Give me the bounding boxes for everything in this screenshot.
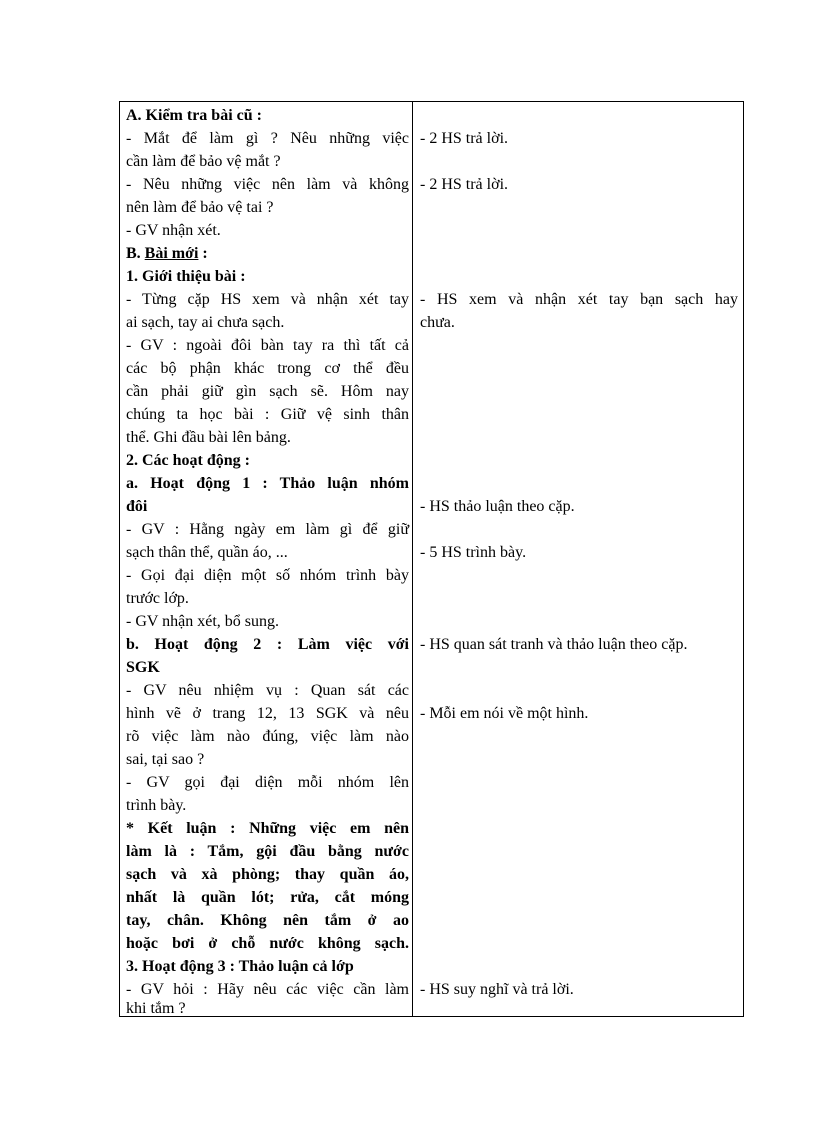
conclusion-line: * Kết luận : Những việc em nên xyxy=(126,820,409,837)
student-response: - 5 HS trình bày. xyxy=(420,544,527,561)
student-response: - 2 HS trả lời. xyxy=(420,176,509,193)
left-line: chúng ta học bài : Giữ vệ sinh thân xyxy=(126,406,409,423)
left-line: - GV gọi đại diện mỗi nhóm lên xyxy=(126,774,409,791)
left-line: cần phải giữ gìn sạch sẽ. Hôm nay xyxy=(126,383,409,400)
left-line: nên làm để bảo vệ tai ? xyxy=(126,199,274,216)
heading-prefix: B. xyxy=(126,245,145,262)
left-line: các bộ phận khác trong cơ thể đều xyxy=(126,360,409,377)
student-response: - HS xem và nhận xét tay bạn sạch hay xyxy=(420,291,738,308)
heading-hoat-dong-1: a. Hoạt động 1 : Thảo luận nhóm xyxy=(126,475,409,492)
student-response: chưa. xyxy=(420,314,455,331)
heading-hoat-dong-3: 3. Hoạt động 3 : Thảo luận cả lớp xyxy=(126,958,354,975)
left-line: - Nêu những việc nên làm và không xyxy=(126,176,409,193)
left-line: sạch thân thể, quần áo, ... xyxy=(126,544,288,561)
left-line: sai, tại sao ? xyxy=(126,751,205,768)
left-line: - Từng cặp HS xem và nhận xét tay xyxy=(126,291,409,308)
left-line: trình bày. xyxy=(126,797,187,814)
conclusion-line: nhất là quần lót; rửa, cắt móng xyxy=(126,889,409,906)
left-line: - GV nhận xét. xyxy=(126,222,221,239)
left-line: - GV hỏi : Hãy nêu các việc cần làm xyxy=(126,981,409,998)
left-line: thể. Ghi đầu bài lên bảng. xyxy=(126,429,291,446)
left-line: - GV nhận xét, bổ sung. xyxy=(126,613,280,630)
heading-suffix: : xyxy=(198,245,208,262)
left-line: - Gọi đại diện một số nhóm trình bày xyxy=(126,567,409,584)
heading-hoat-dong-1-cont: đôi xyxy=(126,498,148,515)
heading-gioi-thieu: 1. Giới thiệu bài : xyxy=(126,268,246,285)
conclusion-line: hoặc bơi ở chỗ nước không sạch. xyxy=(126,935,409,952)
student-response: - HS suy nghĩ và trả lời. xyxy=(420,981,574,998)
conclusion-line: làm là : Tắm, gội đầu bằng nước xyxy=(126,843,409,860)
conclusion-line: sạch và xà phòng; thay quần áo, xyxy=(126,866,409,883)
lesson-table xyxy=(119,101,744,1017)
heading-underlined: Bài mới xyxy=(144,245,199,262)
conclusion-line: tay, chân. Không nên tắm ở ao xyxy=(126,912,409,929)
heading-bai-moi xyxy=(126,243,409,265)
student-response: - Mỗi em nói về một hình. xyxy=(420,705,589,722)
student-response: - 2 HS trả lời. xyxy=(420,130,509,147)
heading-cac-hoat-dong: 2. Các hoạt động : xyxy=(126,452,251,469)
left-line: - GV : Hằng ngày em làm gì để giữ xyxy=(126,521,409,538)
student-response: - HS thảo luận theo cặp. xyxy=(420,498,575,515)
left-line: ai sạch, tay ai chưa sạch. xyxy=(126,314,285,331)
left-line: trước lớp. xyxy=(126,590,189,607)
heading-hoat-dong-2-cont: SGK xyxy=(126,659,160,676)
left-line: hình vẽ ở trang 12, 13 SGK và nêu xyxy=(126,705,409,722)
left-line: - GV : ngoài đôi bàn tay ra thì tất cả xyxy=(126,337,409,354)
heading-kiem-tra: A. Kiểm tra bài cũ : xyxy=(126,107,262,124)
left-line: cần làm để bảo vệ mắt ? xyxy=(126,153,281,170)
left-line: - GV nêu nhiệm vụ : Quan sát các xyxy=(126,682,409,699)
column-divider xyxy=(412,102,413,1016)
left-line: khi tắm ? xyxy=(126,1000,186,1017)
left-line: rõ việc làm nào đúng, việc làm nào xyxy=(126,728,409,745)
student-response: - HS quan sát tranh và thảo luận theo cặp. xyxy=(420,636,688,653)
left-line: - Mắt để làm gì ? Nêu những việc xyxy=(126,130,409,147)
heading-hoat-dong-2: b. Hoạt động 2 : Làm việc với xyxy=(126,636,409,653)
